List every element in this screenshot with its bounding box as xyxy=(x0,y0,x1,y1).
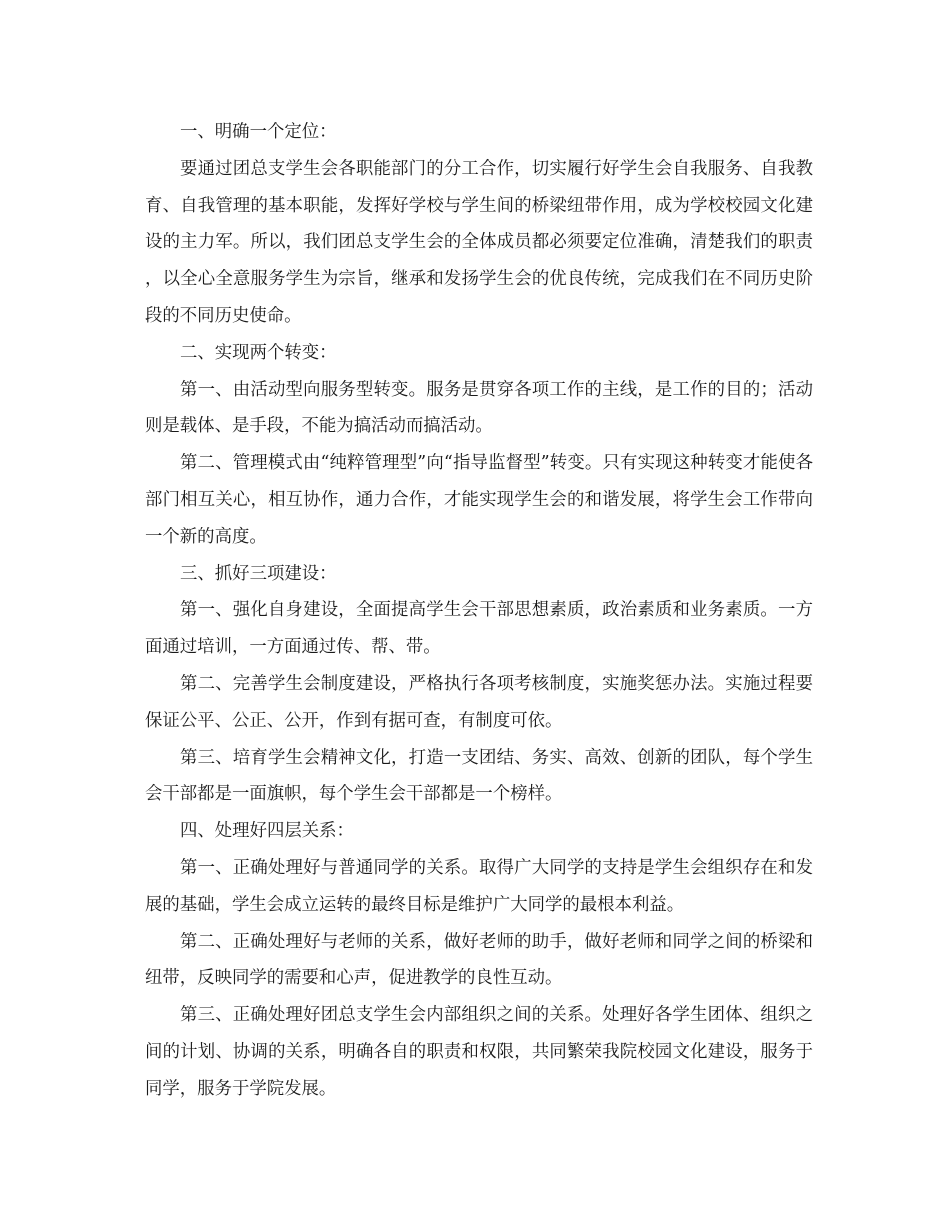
paragraph: 第一、正确处理好与普通同学的关系。取得广大同学的支持是学生会组织存在和发展的基础，学生会成立运转的最终目标是维护广大同学的最根本利益。 xyxy=(145,857,813,915)
section-heading-1: 一、明确一个定位： xyxy=(180,122,337,142)
section-heading-2: 二、实现两个转变： xyxy=(180,342,337,363)
paragraph: 第三、正确处理好团总支学生会内部组织之间的关系。处理好各学生团体、组织之间的计划、协调的关系，明确各自的职责和权限，共同繁荣我院校园文化建设，服务于同学，服务于学院发展。 xyxy=(145,1005,813,1099)
paragraph: 第三、培育学生会精神文化，打造一支团结、务实、高效、创新的团队，每个学生会干部都是一面旗帜，每个学生会干部都是一个榜样。 xyxy=(145,747,813,805)
paragraph: 要通过团总支学生会各职能部门的分工合作，切实履行好学生会自我服务、自我教育、自我管理的基本职能，发挥好学校与学生间的桥梁纽带作用，成为学校校园文化建设的主力军。所以，我们团总支学生会的全体成员都必须要定位准确，清楚我们的职责，以全心全意服务学生为宗旨，继承和发扬学生会的优良传统，完成我们在不同历史阶段的不同历史使命。 xyxy=(145,158,813,326)
paragraph: 第二、正确处理好与老师的关系，做好老师的助手，做好老师和同学之间的桥梁和纽带，反映同学的需要和心声，促进教学的良性互动。 xyxy=(145,931,813,989)
section-heading-4: 四、处理好四层关系： xyxy=(180,821,354,842)
document-body xyxy=(145,114,813,1108)
paragraph: 第二、完善学生会制度建设，严格执行各项考核制度，实施奖惩办法。实施过程要保证公平、公正、公开，作到有据可查，有制度可依。 xyxy=(145,673,813,731)
paragraph: 第二、管理模式由“纯粹管理型”向“指导监督型”转变。只有实现这种转变才能使各部门相互关心，相互协作，通力合作，才能实现学生会的和谐发展，将学生会工作带向一个新的高度。 xyxy=(145,453,813,547)
section-heading-3: 三、抓好三项建设： xyxy=(180,563,337,584)
paragraph: 第一、强化自身建设，全面提高学生会干部思想素质，政治素质和业务素质。一方面通过培训，一方面通过传、帮、带。 xyxy=(145,600,813,658)
paragraph: 第一、由活动型向服务型转变。服务是贯穿各项工作的主线，是工作的目的；活动则是载体、是手段，不能为搞活动而搞活动。 xyxy=(145,379,813,437)
